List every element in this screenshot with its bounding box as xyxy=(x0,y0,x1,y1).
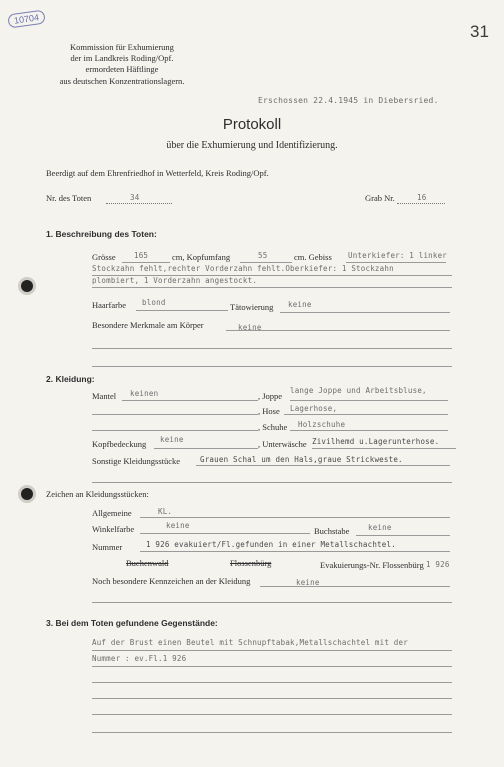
grave-number-label: Grab Nr. xyxy=(365,193,395,203)
size-label: Grösse xyxy=(92,252,116,262)
section-2-heading: 2. Kleidung: xyxy=(46,374,95,384)
general-value: KL. xyxy=(158,507,173,516)
number-label: Nummer xyxy=(92,542,123,552)
trousers-value: Lagerhose, xyxy=(290,404,338,413)
teeth-label: cm. Gebiss xyxy=(294,252,332,262)
coat-value: keinen xyxy=(130,389,159,398)
punch-hole-top xyxy=(21,280,33,292)
underwear-value: Zivilhemd u.Lagerunterhose. xyxy=(312,437,440,446)
dead-number-label: Nr. des Toten xyxy=(46,193,92,203)
jacket-value: lange Joppe und Arbeitsbluse, xyxy=(290,386,427,395)
shoes-value: Holzschuhe xyxy=(298,420,346,429)
dead-number-value: 34 xyxy=(130,193,140,202)
document-title: Protokoll xyxy=(222,116,282,133)
size-value: 165 xyxy=(134,251,149,260)
trousers-label: , Hose xyxy=(258,406,280,416)
section-3-heading: 3. Bei dem Toten gefundene Gegenstände: xyxy=(46,618,218,628)
archive-stamp: 10704 xyxy=(7,9,46,28)
teeth-value-3: plombiert, 1 Vorderzahn angestockt. xyxy=(92,276,258,285)
camp-flossenburg: Flossenbürg xyxy=(230,558,272,568)
body-marks-value: keine xyxy=(238,323,262,332)
page-number: 31 xyxy=(470,22,489,41)
camp-buchenwald: Buchenwald xyxy=(126,558,169,568)
headwear-label: Kopfbedeckung xyxy=(92,439,147,449)
other-clothing-label: Sonstige Kleidungsstücke xyxy=(92,456,181,466)
head-size-value: 55 xyxy=(258,251,268,260)
number-value: 1 926 evakuiert/Fl.gefunden in einer Metallschachtel. xyxy=(146,540,396,549)
tattoo-value: keine xyxy=(288,300,312,309)
cm-headsize-label: cm, Kopfumfang xyxy=(172,252,231,262)
coat-label: Mantel xyxy=(92,391,117,401)
letter-label: Buchstabe xyxy=(314,526,350,536)
teeth-value-2: Stockzahn fehlt,rechter Vorderzahn fehlt.Oberkiefer: 1 Stockzahn xyxy=(92,264,394,273)
hair-value: blond xyxy=(142,298,166,307)
other-clothing-value: Grauen Schal um den Hals,graue Strickweste. xyxy=(200,455,403,464)
underwear-label: , Unterwäsche xyxy=(258,439,307,449)
commission-line-3: ermordeten Häftlinge xyxy=(85,64,159,75)
grave-number-value: 16 xyxy=(417,193,427,202)
commission-line-1: Kommission für Exhumierung xyxy=(70,42,174,52)
jacket-label: , Joppe xyxy=(258,391,283,401)
angle-color-value: keine xyxy=(166,521,190,530)
found-items-line-2: Nummer : ev.Fl.1 926 xyxy=(92,654,187,663)
burial-place: Beerdigt auf dem Ehrenfriedhof in Wetterfeld, Kreis Roding/Opf. xyxy=(46,168,269,178)
commission-line-2: der im Landkreis Roding/Opf. xyxy=(70,53,174,64)
commission-header xyxy=(52,42,192,87)
punch-hole-bottom xyxy=(21,488,33,500)
found-items-line-1: Auf der Brust einen Beutel mit Schnupftabak,Metallschachtel mit der xyxy=(92,638,408,647)
death-note: Erschossen 22.4.1945 in Diebersried. xyxy=(258,96,439,105)
shoes-label: , Schuhe xyxy=(258,422,288,432)
hair-label: Haarfarbe xyxy=(92,300,126,310)
evac-number-value: 1 926 xyxy=(426,560,450,569)
letter-value: keine xyxy=(368,523,392,532)
teeth-value-1: Unterkiefer: 1 linker xyxy=(348,251,448,260)
section-1-heading: 1. Beschreibung des Toten: xyxy=(46,229,157,239)
headwear-value: keine xyxy=(160,435,184,444)
general-label: Allgemeine xyxy=(92,508,132,518)
evac-number-label: Evakuierungs-Nr. Flossenbürg xyxy=(320,560,424,570)
other-marks-value: keine xyxy=(296,578,320,587)
tattoo-label: Tätowierung xyxy=(230,302,274,312)
other-marks-label: Noch besondere Kennzeichen an der Kleidung xyxy=(92,576,251,586)
body-marks-label: Besondere Merkmale am Körper xyxy=(92,320,204,330)
angle-color-label: Winkelfarbe xyxy=(92,524,135,534)
commission-line-4: aus deutschen Konzentrationslagern. xyxy=(59,75,185,86)
clothing-marks-heading: Zeichen an Kleidungsstücken: xyxy=(46,489,149,499)
document-subtitle: über die Exhumierung und Identifizierung. xyxy=(166,140,338,151)
